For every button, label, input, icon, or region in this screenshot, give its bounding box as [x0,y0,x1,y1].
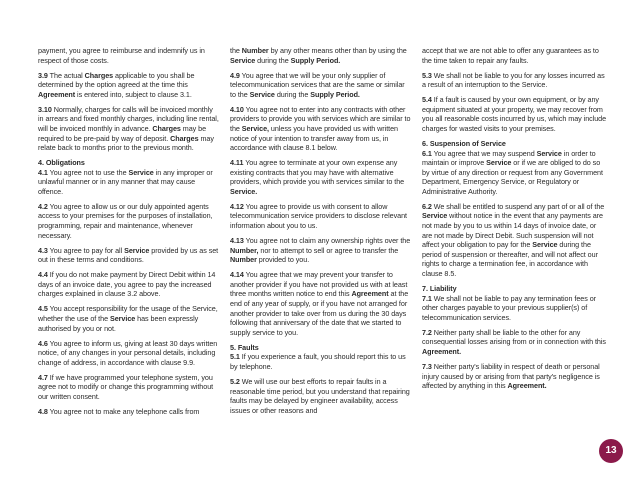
bold-term: 4.8 [38,406,48,416]
bold-term: Number [241,46,269,55]
clause-paragraph [422,328,608,357]
clause-paragraph [38,339,220,368]
clause-paragraph [230,352,412,371]
bold-term: Service [124,245,150,255]
clause-paragraph [230,377,412,415]
clause-paragraph [230,202,412,231]
text-run: the [230,46,242,55]
clause-paragraph [38,105,220,153]
text-column-right [422,46,608,396]
text-run: Normally, charges for calls will be invoiced monthly in arrears and fixed monthly charges, including line rental, will be invoiced monthly in advance. [38,104,219,133]
bold-term: 5.3 [422,70,432,80]
clause-paragraph [422,202,608,279]
clause-paragraph [38,46,220,65]
bold-term: 6.1 [422,148,432,158]
text-run: You agree that we may suspend [431,148,537,158]
bold-term: Supply Period. [290,55,341,65]
bold-term: 5.2 [230,376,240,386]
bold-term: Service [128,167,154,177]
text-run: Neither party shall be liable to the other for any consequential losses arising from or in connection with this [422,327,606,347]
text-run: provided by us as set out in these terms and conditions. [38,245,219,265]
bold-term: Service [230,55,256,65]
text-run: in order to maintain or improve [422,148,596,168]
text-run: You agree not to claim any ownership rights over the [243,236,411,246]
clause-paragraph [38,270,220,299]
text-run: You agree not to use the [47,167,129,177]
clause-paragraph [38,304,220,333]
text-run: payment, you agree to reimburse and indemnify us in respect of those costs. [38,46,205,65]
bold-term: Service, [241,123,269,133]
text-run: We shall not be liable to pay any termination fees or other charges payable to your previous supplier(s) of telecommunication services. [422,293,597,322]
text-run: 4. Obligations [38,158,85,168]
clause-paragraph [230,158,412,196]
bold-term: 5.1 [230,352,240,362]
clause-paragraph [422,294,608,323]
bold-term: Service [109,313,136,323]
bold-term: Agreement [38,89,76,99]
bold-term: 4.6 [38,338,48,348]
bold-term: Charges [84,70,114,80]
text-run: nor to attempt to sell or agree to transfer the [258,245,399,255]
section-heading [230,343,412,353]
text-run: You agree to pay for all [47,245,125,255]
clause-paragraph [422,149,608,197]
text-run: We shall not be liable to you for any losses incurred as a result of an interruption to the Service. [422,70,605,90]
clause-paragraph [230,46,412,65]
text-run: applicable to you shall be determined by the option agreed at the time this [38,70,195,90]
clause-paragraph [38,71,220,100]
bold-term: 4.10 [230,104,244,114]
bold-term: 3.10 [38,104,52,114]
bold-term: Agreement. [422,346,462,356]
page-number-badge [596,436,626,466]
bold-term: 6.2 [422,201,432,211]
page-number: 13 [605,445,617,456]
text-run: during the [255,55,291,65]
text-run: during the [274,89,311,99]
clause-paragraph [38,246,220,265]
bold-term: 5.4 [422,95,432,105]
text-run: unless you have provided us with written notice of your intention to transfer away from us, in accordance with clause 8.1 below. [230,123,398,153]
clause-paragraph [230,71,412,100]
bold-term: 4.7 [38,372,48,382]
text-run: accept that we are not able to offer any guarantees as to the time taken to repair any faults. [422,46,599,65]
bold-term: 4.9 [230,70,240,80]
text-run: If you experience a fault, you should report this to us by telephone. [230,352,406,371]
bold-term: Agreement [351,289,389,299]
bold-term: 7.1 [422,293,432,303]
text-run: If a fault is caused by your own equipment, or by any equipment situated at your property, we may recover from you all reasonable costs incurred by us, which may include charges for wasted visits to your premises. [422,95,607,133]
text-run: at the end of any year of supply, or if you have not arranged for another provider to take over from us during the 30 days following that anniversary of the date that we started to supply service to you. [230,289,409,337]
bold-term: 4.4 [38,270,48,280]
bold-term: 4.13 [230,236,244,246]
bold-term: Service [532,240,558,250]
text-run: If we have programmed your telephone system, you agree not to modify or change this programming without our written consent. [38,372,214,401]
clause-paragraph [38,407,220,417]
bold-term: Agreement. [507,381,547,391]
text-run: If you do not make payment by Direct Debit within 14 days of an invoice date, you agree to pay the increased charges explained in clause 3.2 above. [38,270,216,299]
text-run: 7. Liability [422,284,457,294]
clause-paragraph [422,71,608,90]
section-heading [422,284,608,294]
text-run: 5. Faults [230,342,259,352]
section-heading [38,158,220,168]
bold-term: 4.1 [38,167,48,177]
text-run: has been expressly authorised by you or not. [38,313,199,333]
bold-term: 4.11 [230,158,244,168]
bold-term: Supply Period. [310,89,360,99]
text-run: You agree to inform us, giving at least 30 days written notice, of any changes in your personal details, including change of address, in accordance with clause 9.9. [38,338,218,367]
text-run: You agree that we may prevent your transfer to another provider if you have not provided us with at least three months written notice to end this [230,270,408,299]
bold-term: 4.12 [230,201,244,211]
clause-paragraph [230,236,412,265]
bold-term: 7.3 [422,361,432,371]
text-run: is entered into, subject to clause 3.1. [75,89,192,99]
text-run: in any improper or unlawful manner or in any manner that may cause offence. [38,167,213,196]
text-run: provided to you. [256,255,310,265]
text-run: You agree to terminate at your own expense any existing contracts that you may have with alternative providers, which provide you with services similar to the [230,158,405,187]
clause-paragraph [422,362,608,391]
clause-paragraph [422,95,608,133]
bold-term: 3.9 [38,70,48,80]
text-column-middle [230,46,412,421]
text-column-left [38,46,220,422]
bold-term: 7.2 [422,327,432,337]
text-run: You agree not to enter into any contracts with other providers to provide you with services which are similar to the [230,104,411,133]
bold-term: 4.2 [38,201,48,211]
text-run: Neither party's liability in respect of death or personal injury caused by or arising from that party's negligence is affected by anything in this [422,361,600,391]
bold-term: Service [422,211,448,221]
text-run: may be required to be pre-paid by way of deposit. [38,123,207,143]
text-run: by any other means other than by using the [268,46,407,55]
bold-term: 4.14 [230,270,244,280]
text-run: You agree that we will be your only supplier of telecommunication services that are the same or similar to the [230,70,405,99]
text-run: 6. Suspension of Service [422,138,506,148]
bold-term: Number, [230,245,259,255]
bold-term: Service [536,148,562,158]
text-run: You agree to provide us with consent to allow telecommunication service providers to disclose relevant information about you to us. [230,201,407,231]
clause-paragraph [38,168,220,197]
bold-term: Charges [170,133,199,143]
bold-term: 4.3 [38,245,48,255]
bold-term: Charges [152,123,181,133]
clause-paragraph [422,46,608,65]
text-run: without notice in the event that any payments are not made by you to us within 14 days of invoice date, or are not made by Direct Debit. Such suspension will not affect your obligation to pay for the [422,211,603,250]
clause-paragraph [230,105,412,153]
text-run: The actual [47,70,85,80]
clause-paragraph [38,373,220,402]
bold-term: Service. [230,186,258,196]
text-run: during the period of suspension or thereafter, and will not affect our rights to charge a termination fee, in accordance with clause 8.5. [422,240,598,279]
text-run: We shall be entitled to suspend any part of or all of the [431,201,605,211]
bold-term: Service [249,89,275,99]
text-run: We will use our best efforts to repair faults in a reasonable time period, but you understand that repairing faults may be delayed by engineer availability, access issues or other reasons and [230,376,410,415]
text-run: may relate back to months prior to the previous month. [38,133,214,153]
bold-term: 4.5 [38,304,48,314]
text-run: You accept responsibility for the usage of the Service, whether the use of the [38,304,218,323]
text-run: You agree to allow us or our duly appointed agents access to your premises for the purposes of installation, programming, repair and maintenance, whenever necessary. [38,201,213,240]
bold-term: Service [486,158,512,168]
text-run: or if we are obliged to do so by virtue of any direction or request from any Government Department, Emergency Service, or Regulatory or Administrative Authority. [422,158,603,196]
text-run: You agree not to make any telephone calls from [47,406,200,416]
clause-paragraph [230,270,412,337]
clause-paragraph [38,202,220,240]
bold-term: Number [230,255,257,265]
section-heading [422,139,608,149]
